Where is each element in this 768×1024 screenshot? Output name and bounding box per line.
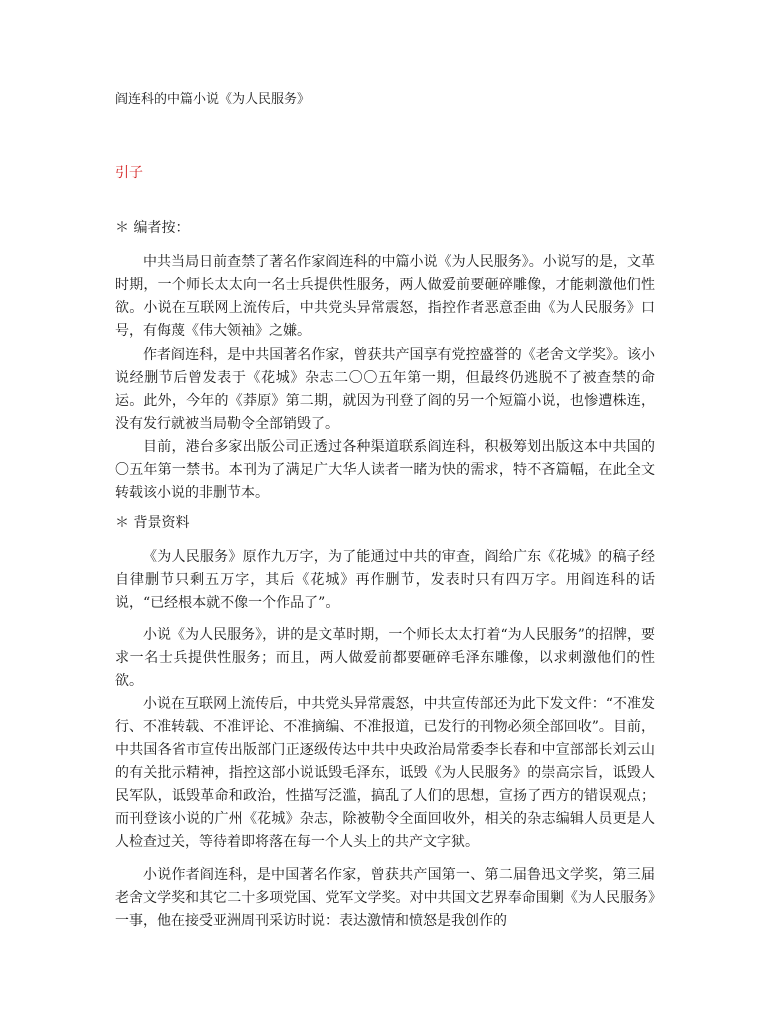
editor-note-paragraph-2: 作者阎连科，是中共国著名作家，曾获共产国享有党控盛誉的《老舍文学奖》。该小说经删节后曾发表于《花城》杂志二〇〇五年第一期，但最终仍逃脱不了被查禁的命运。此外，今年的《莽原》第二期，就因为刊登了阎的另一个短篇小说，也惨遭株连，没有发行就被当局勒令全部销毁了。 xyxy=(115,347,655,432)
section-heading: 引子 xyxy=(115,165,143,181)
background-paragraph-1: 《为人民服务》原作九万字，为了能通过中共的审查，阎给广东《花城》的稿子经自律删节只剩五万字，其后《花城》再作删节，发表时只有四万字。用阎连科的话说，“已经根本就不像一个作品了”。 xyxy=(115,549,655,611)
background-paragraph-2: 小说《为人民服务》，讲的是文革时期，一个师长太太打着“为人民服务”的招牌，要求一名士兵提供性服务；而且，两人做爱前都要砸碎毛泽东雕像，以求刺激他们的性欲。 xyxy=(115,627,655,689)
editor-note-paragraph-1: 中共当局日前查禁了著名作家阎连科的中篇小说《为人民服务》。小说写的是，文革时期，一个师长太太向一名士兵提供性服务，两人做爱前要砸碎雕像，才能刺激他们性欲。小说在互联网上流传后，中共党头异常震怒，指控作者恶意歪曲《为人民服务》口号，有侮蔑《伟大领袖》之嫌。 xyxy=(115,254,655,339)
document-title: 阎连科的中篇小说《为人民服务》 xyxy=(115,92,311,107)
background-paragraph-3: 小说在互联网上流传后，中共党头异常震怒，中共宣传部还为此下发文件：“不准发行、不准转载、不准评论、不准摘编、不准报道，已发行的刊物必须全部回收”。目前，中共国各省市宣传出版部门正逐级传达中共中央政治局常委李长春和中宣部部长刘云山的有关批示精神，指控这部小说诋毁毛泽东，诋毁《为人民服务》的崇高宗旨，诋毁人民军队，诋毁革命和政治，性描写泛滥，搞乱了人们的思想，宣扬了西方的错误观点；而刊登该小说的广州《花城》杂志，除被勒令全面回收外，相关的杂志编辑人员更是人人检查过关，等待着即将落在每一个人头上的共产文字狱。 xyxy=(115,696,655,850)
background-paragraph-4: 小说作者阎连科，是中国著名作家，曾获共产国第一、第二届鲁迅文学奖，第三届老舍文学奖和其它二十多项党国、党军文学奖。对中共国文艺界奉命围剿《为人民服务》一事，他在接受亚洲周刊采访时说：表达激情和愤怒是我创作的 xyxy=(115,867,655,929)
editor-note-heading: ＊ 编者按： xyxy=(115,220,190,236)
editor-note-paragraph-3: 目前，港台多家出版公司正透过各种渠道联系阎连科，积极筹划出版这本中共国的〇五年第一禁书。本刊为了满足广大华人读者一睹为快的需求，特不吝篇幅，在此全文转载该小说的非删节本。 xyxy=(115,439,655,501)
background-heading: ＊ 背景资料 xyxy=(115,515,190,531)
